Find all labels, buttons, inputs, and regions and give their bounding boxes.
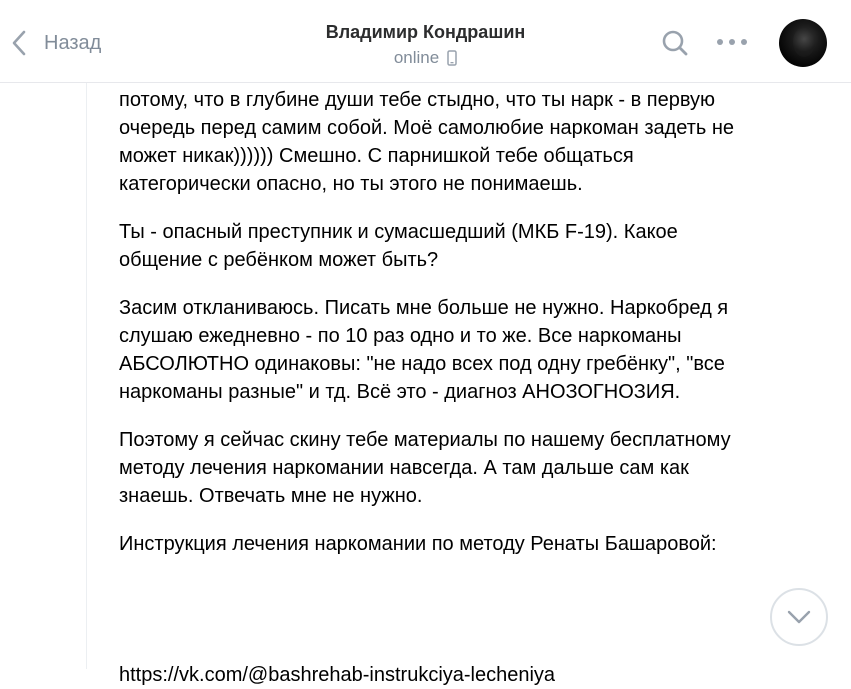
status-label: online: [393, 48, 440, 67]
avatar-image: [793, 27, 815, 57]
message-paragraph: Засим откланиваюсь. Писать мне больше не нужно. Наркобред я слушаю ежедневно - по 10 раз одно и то же. Все наркоманы АБСОЛЮТНО одинаковы: "не надо всех под одну гребёнку", "все наркоманы разные" и тд. Всё это - диагноз АНОЗОГНОЗИЯ.: [119, 297, 729, 403]
clipped-link-text[interactable]: https://vk.com/@bashrehab-instrukciya-lecheniya: [119, 664, 556, 686]
chevron-left-icon: [10, 29, 30, 57]
message-paragraph: Поэтому я сейчас скину тебе материалы по нашему бесплатному методу лечения наркомании навсегда. А там дальше сам как знаешь. Отвечать мне не нужно.: [119, 429, 731, 507]
clipped-link-line[interactable]: [119, 661, 719, 686]
conversation-title-block[interactable]: [260, 20, 591, 68]
message-paragraph: Инструкция лечения наркомании по методу Ренаты Башаровой:: [119, 533, 717, 555]
chevron-down-icon: [787, 610, 811, 624]
contact-name: Владимир Кондрашин: [325, 22, 526, 42]
search-icon[interactable]: [661, 29, 689, 57]
message-paragraph: Ты - опасный преступник и сумасшедший (МКБ F-19). Какое общение с ребёнком может быть?: [119, 221, 678, 271]
history-left-border: [86, 82, 87, 669]
back-label: Назад: [44, 31, 102, 54]
scroll-to-bottom-button[interactable]: [770, 588, 828, 646]
chat-header: [0, 0, 851, 83]
back-button[interactable]: [10, 26, 101, 60]
more-icon[interactable]: [716, 36, 748, 48]
message-history: [119, 86, 739, 578]
mobile-phone-icon: [447, 50, 457, 66]
online-status: [260, 48, 591, 68]
message-paragraph: потому, что в глубине души тебе стыдно, что ты нарк - в первую очередь перед самим собой. Моё самолюбие наркоман задеть не может никак)))))) Смешно. С парнишкой тебе общаться категорически опасно, но ты этого не понимаешь.: [119, 89, 735, 195]
contact-avatar[interactable]: [779, 19, 827, 67]
